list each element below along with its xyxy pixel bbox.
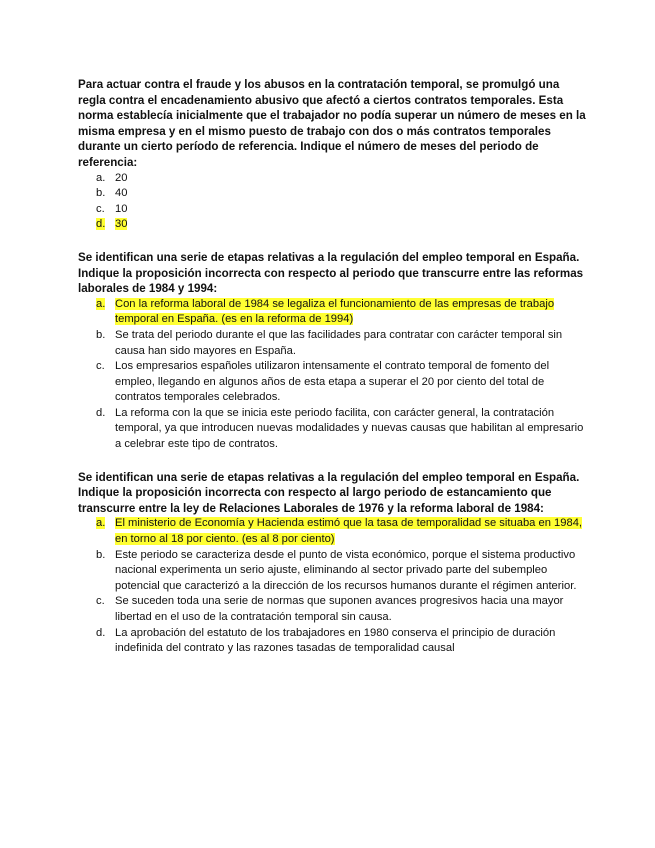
option-letter-highlight: a.: [96, 297, 106, 310]
answer-option: [78, 594, 588, 625]
option-text-highlight: Con la reforma laboral de 1984 se legaliza el funcionamiento de las empresas de trabajo temporal en España. (es en la reforma de 1994): [115, 297, 555, 326]
option-text: 10: [115, 202, 128, 215]
answer-option: [78, 626, 588, 657]
option-letter: [78, 217, 115, 233]
question-text: Para actuar contra el fraude y los abusos en la contratación temporal, se promulgó una regla contra el encadenamiento abusivo que afectó a ciertos contratos temporales. Esta norma establecía inicialmente que el trabajador no podía superar un número de meses en la misma empresa y en el mismo puesto de trabajo con dos o más contratos temporales durante un cierto período de referencia. Indique el número de meses del periodo de referencia:: [78, 78, 586, 169]
option-letter: c.: [96, 202, 105, 215]
document-page: [78, 77, 588, 674]
option-letter-highlight: d.: [96, 218, 106, 231]
answer-option: [78, 171, 588, 187]
option-text: 40: [115, 187, 128, 200]
answer-option-highlighted: [78, 297, 588, 328]
option-letter: b.: [96, 548, 106, 561]
question-3: [78, 470, 588, 657]
option-text-highlight: 30: [115, 218, 128, 231]
answer-options: [78, 297, 588, 453]
option-text-highlight: El ministerio de Economía y Hacienda estimó que la tasa de temporalidad se situaba en 1984, en torno al 18 por ciento. (es al 8 por ciento): [115, 517, 583, 546]
option-text: La aprobación del estatuto de los trabajadores en 1980 conserva el principio de duración indefinida del contrato y las razones tasadas de temporalidad causal: [115, 626, 556, 655]
option-text: Se trata del periodo durante el que las facilidades para contratar con carácter temporal sin causa han sido mayores en España.: [115, 328, 563, 357]
option-letter: [78, 297, 115, 328]
option-text: La reforma con la que se inicia este periodo facilita, con carácter general, la contratación temporal, ya que introducen nuevas modalidades y nuevas causas que habilitan al empresario a celebrar este tipo de contratos.: [115, 406, 584, 451]
option-letter: d.: [96, 406, 106, 419]
option-letter: c.: [96, 360, 105, 373]
option-letter: d.: [96, 626, 106, 639]
option-text: [115, 297, 588, 328]
question-text: Se identifican una serie de etapas relativas a la regulación del empleo temporal en España. Indique la proposición incorrecta con respecto al periodo que transcurre entre las reformas laborales de 1984 y 1994:: [78, 250, 584, 296]
option-text: [115, 516, 588, 547]
option-text: Los empresarios españoles utilizaron intensamente el contrato temporal de fomento del empleo, llegando en algunos años de esta etapa a superar el 20 por ciento del total de contratos temporales celebrados.: [115, 360, 550, 404]
option-letter: b.: [96, 328, 106, 341]
answer-options: [78, 516, 588, 656]
option-letter: a.: [96, 171, 106, 184]
option-letter-highlight: a.: [96, 517, 106, 530]
option-text: 20: [115, 171, 128, 184]
answer-option: [78, 359, 588, 406]
answer-option: [78, 328, 588, 359]
option-letter: [78, 516, 115, 547]
answer-option: [78, 548, 588, 595]
option-text: Se suceden toda una serie de normas que suponen avances progresivos hacia una mayor libertad en el uso de la contratación temporal sin causa.: [115, 595, 564, 623]
answer-option-highlighted: [78, 516, 588, 547]
answer-options: [78, 171, 588, 233]
option-letter: c.: [96, 595, 105, 608]
answer-option: [78, 202, 588, 218]
answer-option: [78, 186, 588, 202]
answer-option-highlighted: [78, 217, 588, 233]
question-2: [78, 250, 588, 453]
option-letter: b.: [96, 187, 106, 200]
option-text: [115, 217, 588, 233]
question-1: [78, 77, 588, 233]
option-text: Este periodo se caracteriza desde el punto de vista económico, porque el sistema productivo nacional experimenta un serio ajuste, eliminando al sector privado parte del subempleo potencial que caracterizó a la dirección de los recursos humanos durante el régimen anterior.: [115, 548, 577, 592]
question-text: Se identifican una serie de etapas relativas a la regulación del empleo temporal en España. Indique la proposición incorrecta con respecto al largo periodo de estancamiento que transcurre entre la ley de Relaciones Laborales de 1976 y la reforma laboral de 1984:: [78, 470, 580, 515]
answer-option: [78, 406, 588, 453]
